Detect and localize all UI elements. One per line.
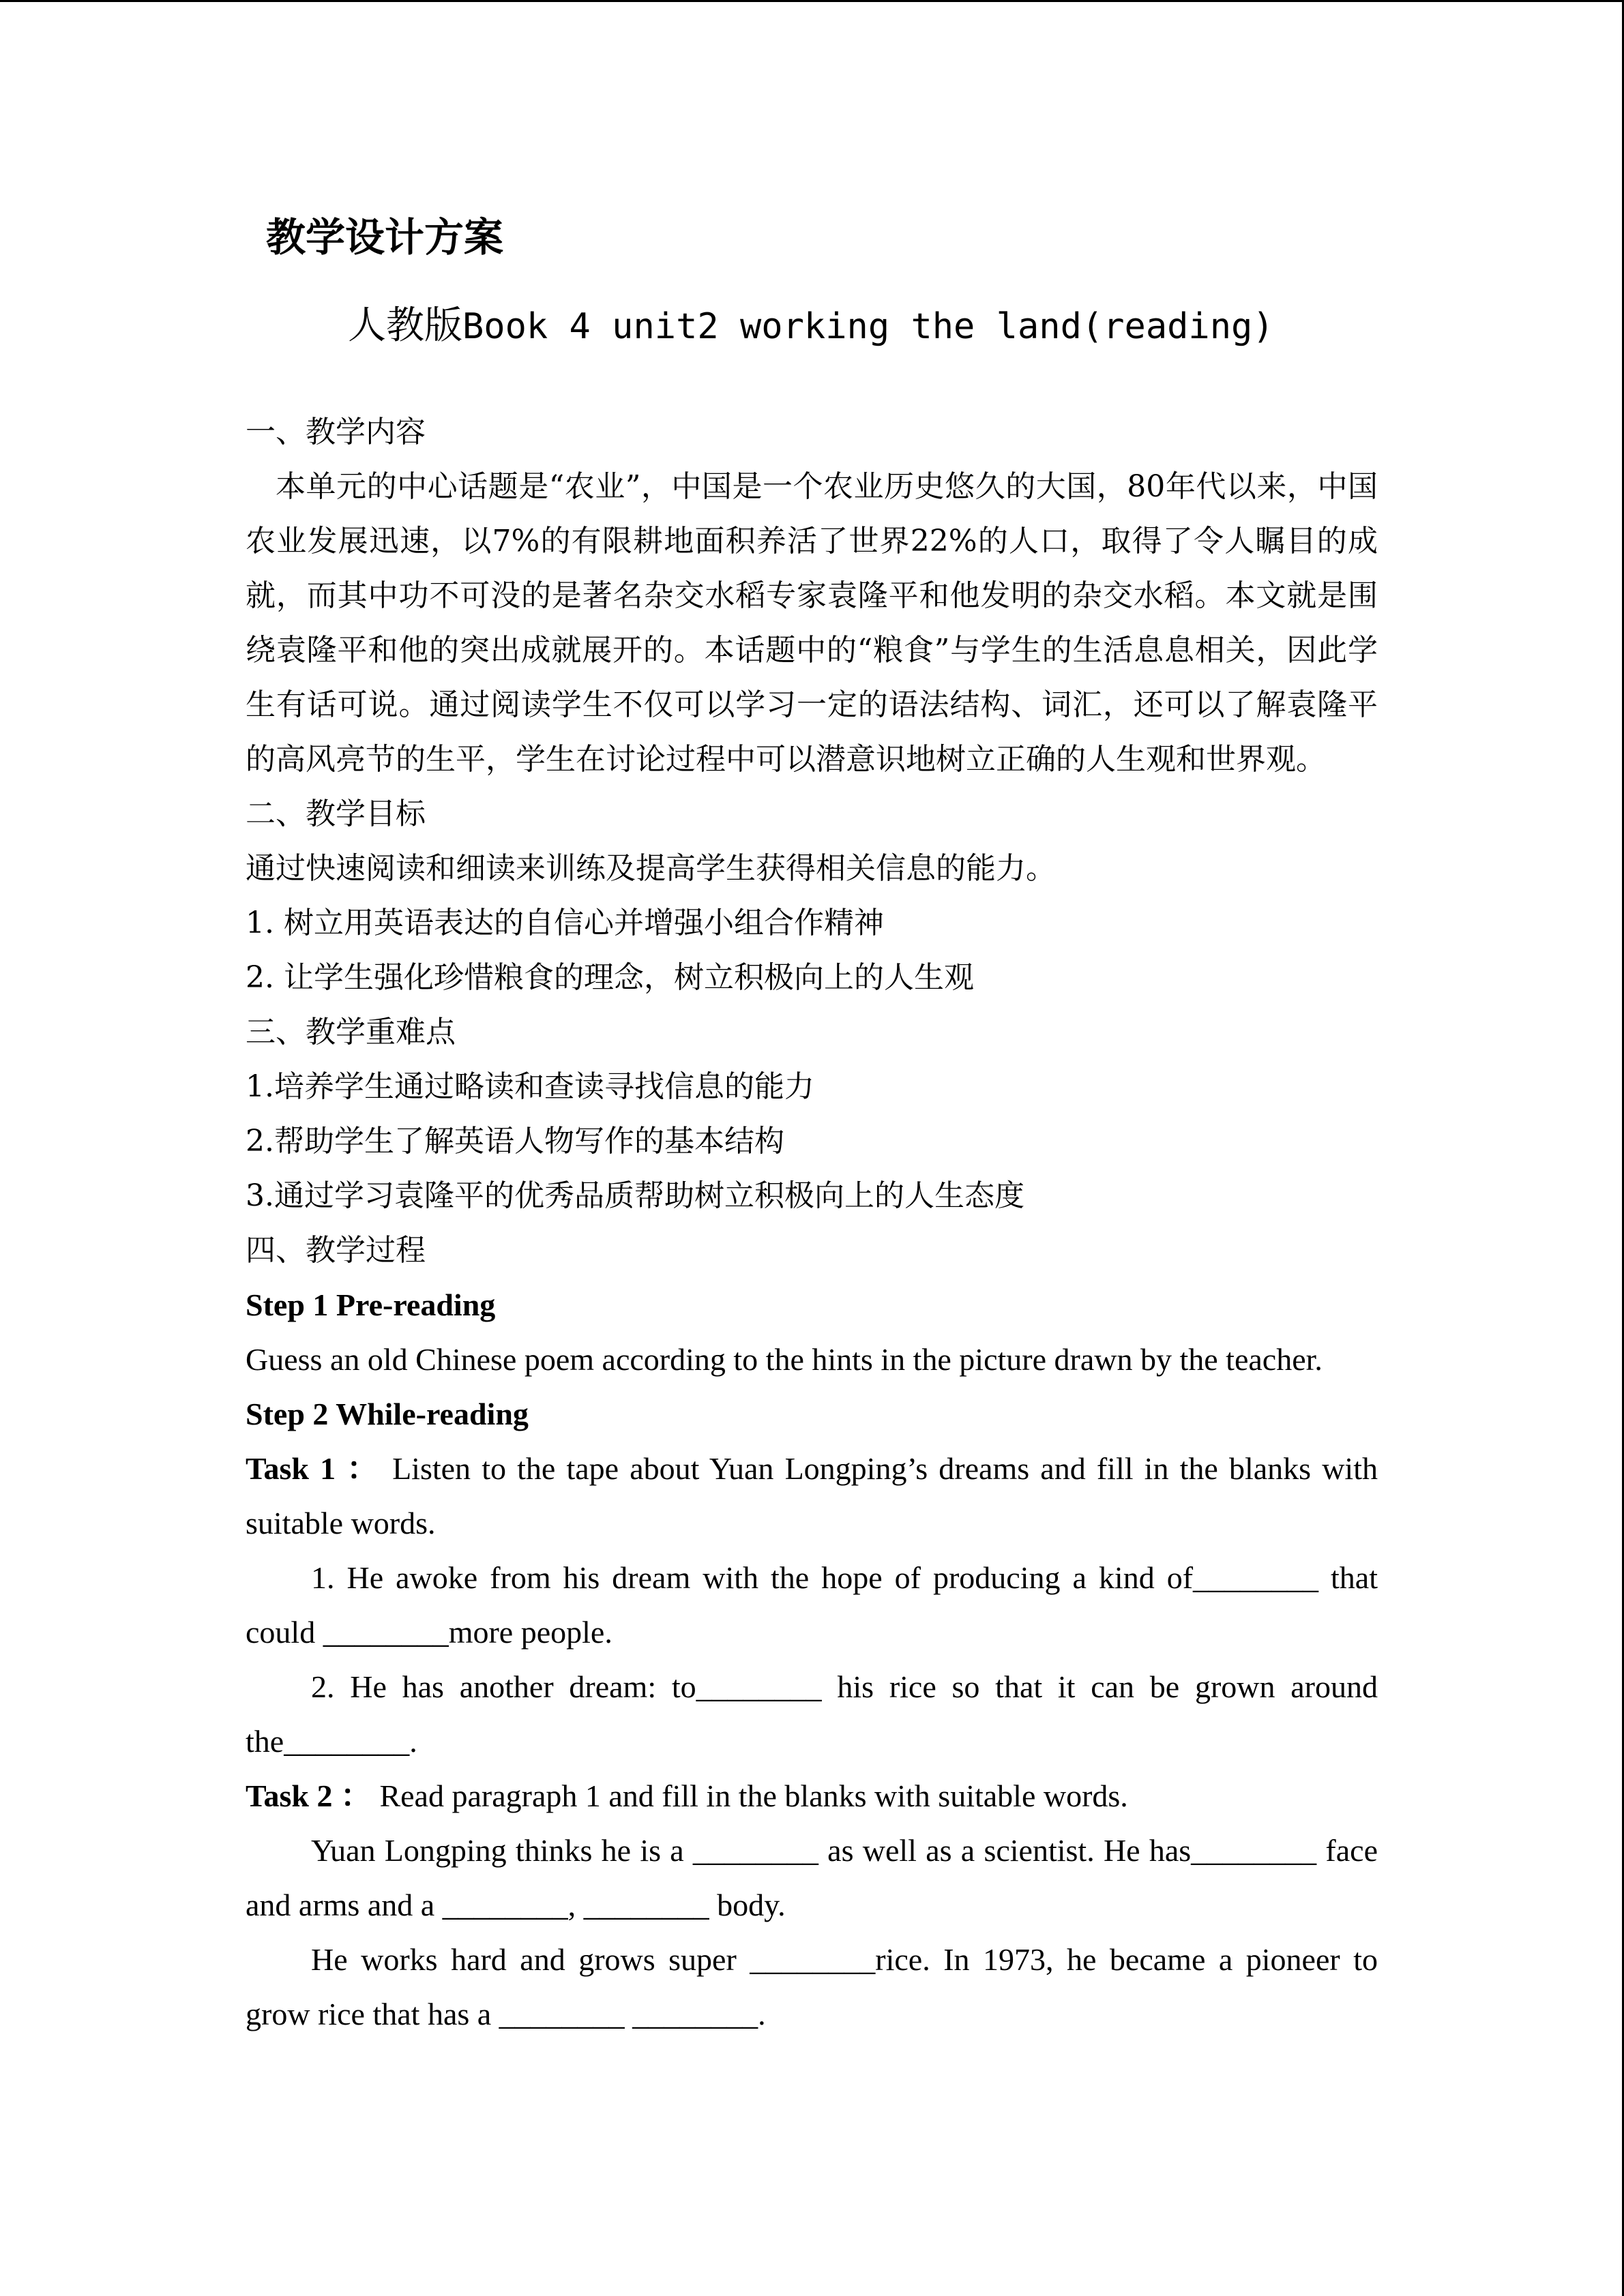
task2-label: Task 2 ：: [246, 1778, 372, 1813]
subtitle-lesson: Book 4 unit2 working the land(reading): [462, 306, 1274, 347]
section-heading-content: 一、教学内容: [246, 415, 426, 449]
task2-passage-2: He works hard and grows super ________rice. In 1973, he became a pioneer to grow rice that has a ________ ________.: [246, 1942, 1378, 2031]
objective-item: 1. 树立用英语表达的自信心并增强小组合作精神: [246, 906, 884, 940]
task2-paragraph: [246, 1769, 1378, 1823]
document-subtitle: [348, 295, 1378, 357]
document-title: 教学设计方案: [266, 214, 504, 260]
section-heading-key-points: 三、教学重难点: [246, 1015, 456, 1049]
task1-body: Listen to the tape about Yuan Longping’s dreams and fill in the blanks with suitable words.: [246, 1451, 1378, 1540]
objective-item: 2. 让学生强化珍惜粮食的理念，树立积极向上的人生观: [246, 960, 974, 995]
key-point-item: 2.帮助学生了解英语人物写作的基本结构: [246, 1124, 784, 1159]
section-body-content: 本单元的中心话题是“农业”，中国是一个农业历史悠久的大国，80年代以来，中国农业发展迅速，以7%的有限耕地面积养活了世界22%的人口，取得了令人瞩目的成就，而其中功不可没的是著名杂交水稻专家袁隆平和他发明的杂交水稻。本文就是围绕袁隆平和他的突出成就展开的。本话题中的“粮食”与学生的生活息息相关，因此学生有话可说。通过阅读学生不仅可以学习一定的语法结构、词汇，还可以了解袁隆平的高风亮节的生平，学生在讨论过程中可以潜意识地树立正确的人生观和世界观。: [246, 469, 1378, 777]
section-heading-process: 四、教学过程: [246, 1233, 426, 1268]
key-point-item: 1.培养学生通过略读和查读寻找信息的能力: [246, 1069, 814, 1104]
document-content: [246, 207, 1378, 2042]
key-point-item: 3.通过学习袁隆平的优秀品质帮助树立积极向上的人生态度: [246, 1178, 1024, 1213]
task1-label: Task 1 ：: [246, 1451, 381, 1486]
step1-heading: Step 1 Pre-reading: [246, 1287, 496, 1322]
step1-body: Guess an old Chinese poem according to the hints in the picture drawn by the teacher.: [246, 1342, 1323, 1377]
task1-question-1: 1. He awoke from his dream with the hope of producing a kind of________ that could ________more people.: [246, 1560, 1378, 1650]
task2-body: Read paragraph 1 and fill in the blanks with suitable words.: [379, 1778, 1128, 1813]
section-heading-objectives: 二、教学目标: [246, 796, 426, 831]
step2-heading: Step 2 While-reading: [246, 1397, 529, 1431]
task1-question-2: 2. He has another dream: to________ his rice so that it can be grown around the________.: [246, 1669, 1378, 1759]
task1-paragraph: [246, 1442, 1378, 1551]
objectives-intro: 通过快速阅读和细读来训练及提高学生获得相关信息的能力。: [246, 851, 1056, 886]
task2-passage-1: Yuan Longping thinks he is a ________ as well as a scientist. He has________ face and arms and a ________, ________ body.: [246, 1833, 1378, 1922]
subtitle-publisher: 人教版: [348, 303, 462, 348]
